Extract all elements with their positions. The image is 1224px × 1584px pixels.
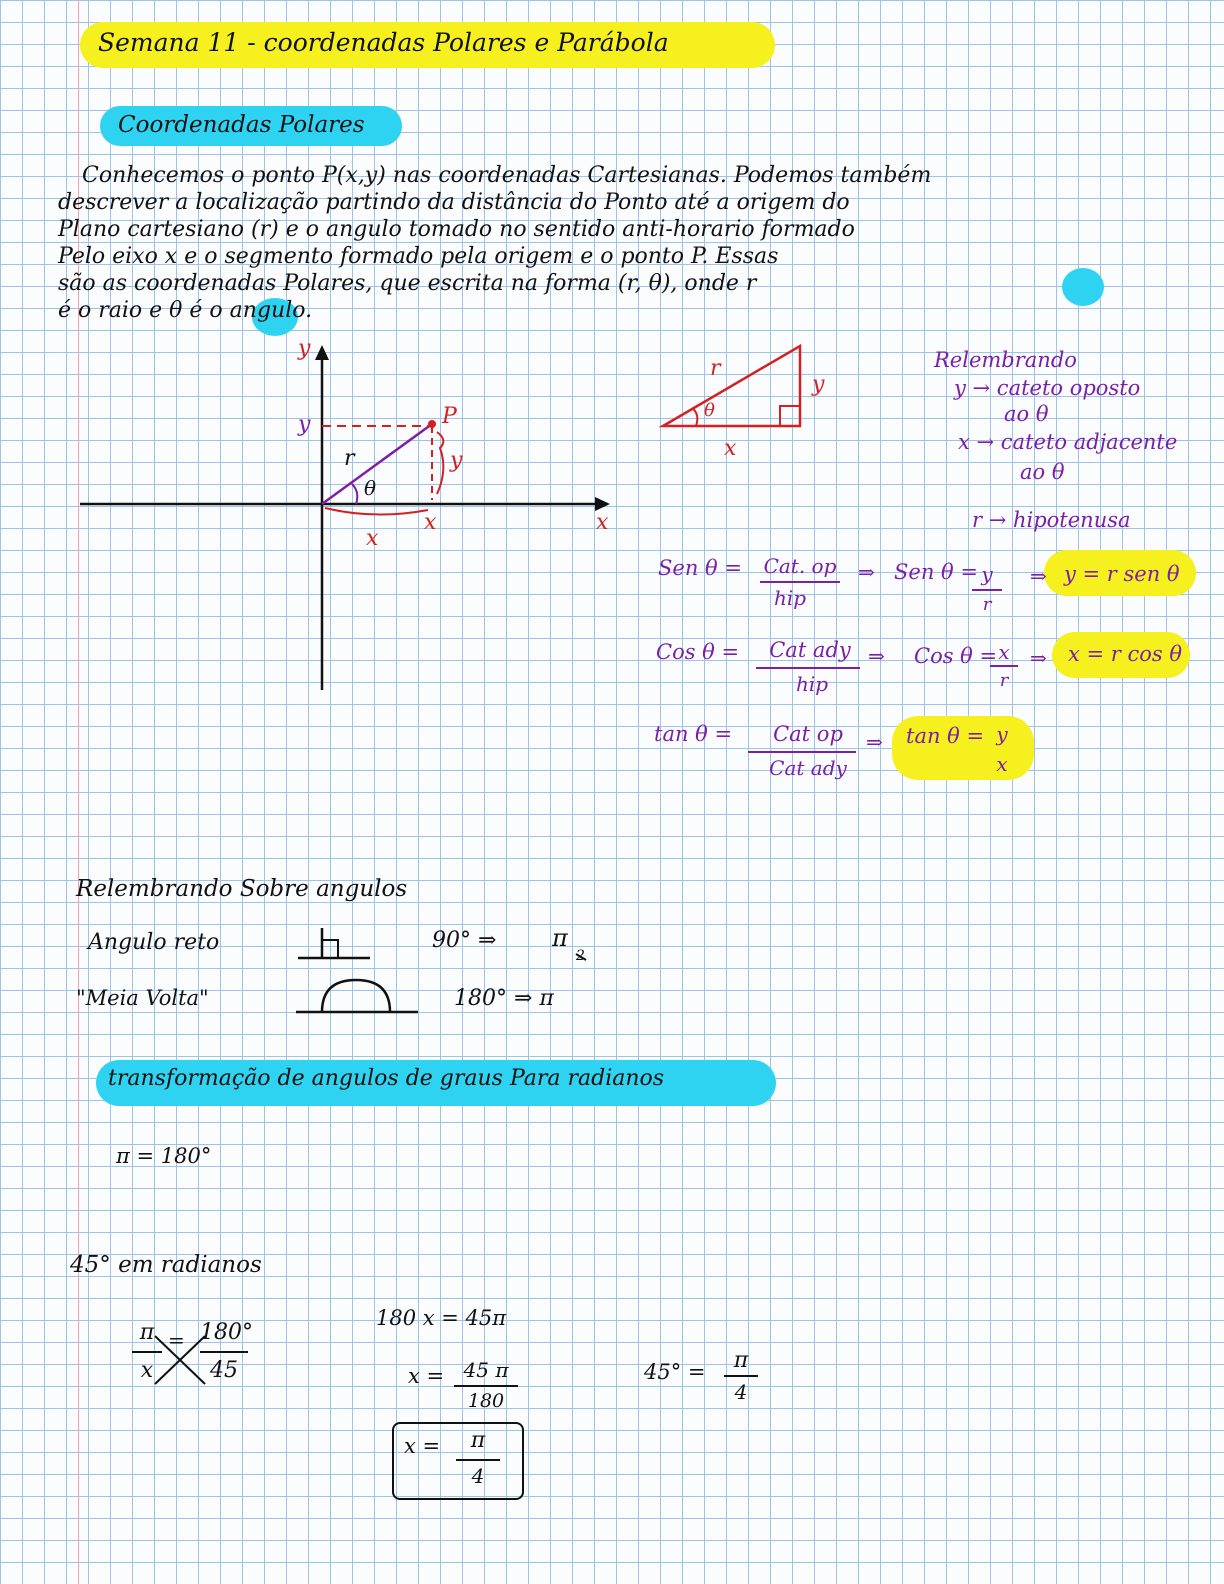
right-angle-pi: π	[552, 924, 568, 952]
half-turn-label: "Meia Volta"	[76, 986, 209, 1010]
tan-arrow: ⇒	[866, 730, 883, 754]
sen-mid-den: r	[982, 594, 992, 615]
prop-x: x	[140, 1358, 154, 1383]
graph-y-tick: y	[298, 412, 311, 437]
prop-equals: =	[168, 1328, 185, 1352]
step3-lhs: x =	[404, 1434, 441, 1458]
final-den: 4	[734, 1380, 748, 1404]
graph-x-axis-label: x	[596, 510, 609, 535]
tan-result-den: x	[996, 752, 1008, 776]
recall-line-opposite-b: ao θ	[1004, 402, 1049, 426]
sen-den: hip	[773, 586, 807, 610]
right-angle-two: 2	[576, 948, 585, 964]
paragraph-line: Pelo eixo x e o segmento formado pela origem e o ponto P. Essas	[58, 244, 779, 269]
tan-result-lhs: tan θ =	[906, 724, 985, 748]
page-title: Semana 11 - coordenadas Polares e Parábola	[98, 28, 669, 57]
half-turn-value: 180° ⇒ π	[454, 986, 554, 1011]
paragraph-line: é o raio e θ é o angulo.	[58, 298, 313, 323]
paragraph-line: Plano cartesiano (r) e o angulo tomado no sentido anti-horario formado	[58, 217, 855, 242]
graph-point-label: P	[442, 404, 457, 429]
recall-line-hypotenuse: r → hipotenusa	[972, 508, 1131, 532]
cos-num: Cat ady	[769, 638, 851, 662]
prop-180: 180°	[200, 1320, 253, 1345]
triangle-theta-label: θ	[704, 400, 715, 421]
triangle-opp-label: y	[812, 372, 825, 397]
final-lhs: 45° =	[644, 1360, 706, 1384]
paragraph-line: são as coordenadas Polares, que escrita na forma (r, θ), onde r	[58, 271, 757, 296]
cos-lhs: Cos θ =	[656, 640, 740, 664]
graph-r-label: r	[344, 446, 355, 471]
graph-theta-label: θ	[364, 476, 377, 500]
sen-mid-num: y	[981, 562, 993, 586]
example-title: 45° em radianos	[70, 1252, 262, 1278]
cos-den: hip	[795, 672, 829, 696]
recall-line-opposite: y → cateto oposto	[954, 376, 1141, 400]
section-title-polar: Coordenadas Polares	[118, 112, 365, 138]
graph-y-segment-label: y	[450, 448, 463, 473]
paragraph-line: descrever a localização partindo da distância do Ponto até a origem do	[58, 190, 850, 215]
cos-arrow2: ⇒	[1030, 646, 1047, 670]
final-num: π	[733, 1348, 749, 1373]
recall-line-adjacent-b: ao θ	[1020, 460, 1065, 484]
step2-lhs: x =	[408, 1364, 445, 1388]
graph-y-axis-label: y	[298, 336, 311, 361]
graph-x-segment-label: x	[366, 526, 379, 551]
recall-line-adjacent: x → cateto adjacente	[958, 430, 1178, 454]
pi-equals-180: π = 180°	[116, 1144, 212, 1168]
tan-lhs: tan θ =	[654, 722, 733, 746]
cos-result: x = r cos θ	[1068, 642, 1183, 666]
step3-den: 4	[471, 1464, 485, 1488]
sen-result: y = r sen θ	[1064, 562, 1180, 586]
cos-mid-num: x	[998, 640, 1010, 664]
angles-title: Relembrando Sobre angulos	[76, 876, 408, 902]
right-angle-value: 90° ⇒	[432, 928, 497, 953]
recall-title: Relembrando	[934, 348, 1077, 372]
right-angle-label: Angulo reto	[88, 930, 220, 955]
sen-lhs: Sen θ =	[658, 556, 742, 580]
step3-num: π	[470, 1428, 486, 1453]
step2-num: 45 π	[463, 1358, 509, 1382]
cos-mid-den: r	[999, 670, 1009, 691]
graph-x-tick: x	[424, 510, 437, 535]
paragraph-line: Conhecemos o ponto P(x,y) nas coordenadas Cartesianas. Podemos também	[82, 163, 932, 188]
section2-title: transformação de angulos de graus Para radianos	[108, 1066, 665, 1091]
tan-result-num: y	[996, 722, 1008, 746]
sen-arrow: ⇒	[858, 560, 875, 584]
sen-mid-lhs: Sen θ =	[894, 560, 978, 584]
prop-45: 45	[210, 1358, 238, 1383]
tan-den: Cat ady	[769, 756, 847, 780]
step2-den: 180	[467, 1390, 505, 1412]
tan-num: Cat op	[773, 722, 843, 746]
step1-equation: 180 x = 45π	[376, 1306, 507, 1330]
prop-pi: π	[139, 1320, 155, 1345]
sen-num: Cat. op	[763, 554, 837, 578]
triangle-hyp-label: r	[710, 356, 721, 381]
cos-mid-lhs: Cos θ =	[914, 644, 998, 668]
triangle-adj-label: x	[724, 436, 737, 461]
cos-arrow: ⇒	[868, 644, 885, 668]
sen-arrow2: ⇒	[1030, 564, 1047, 588]
